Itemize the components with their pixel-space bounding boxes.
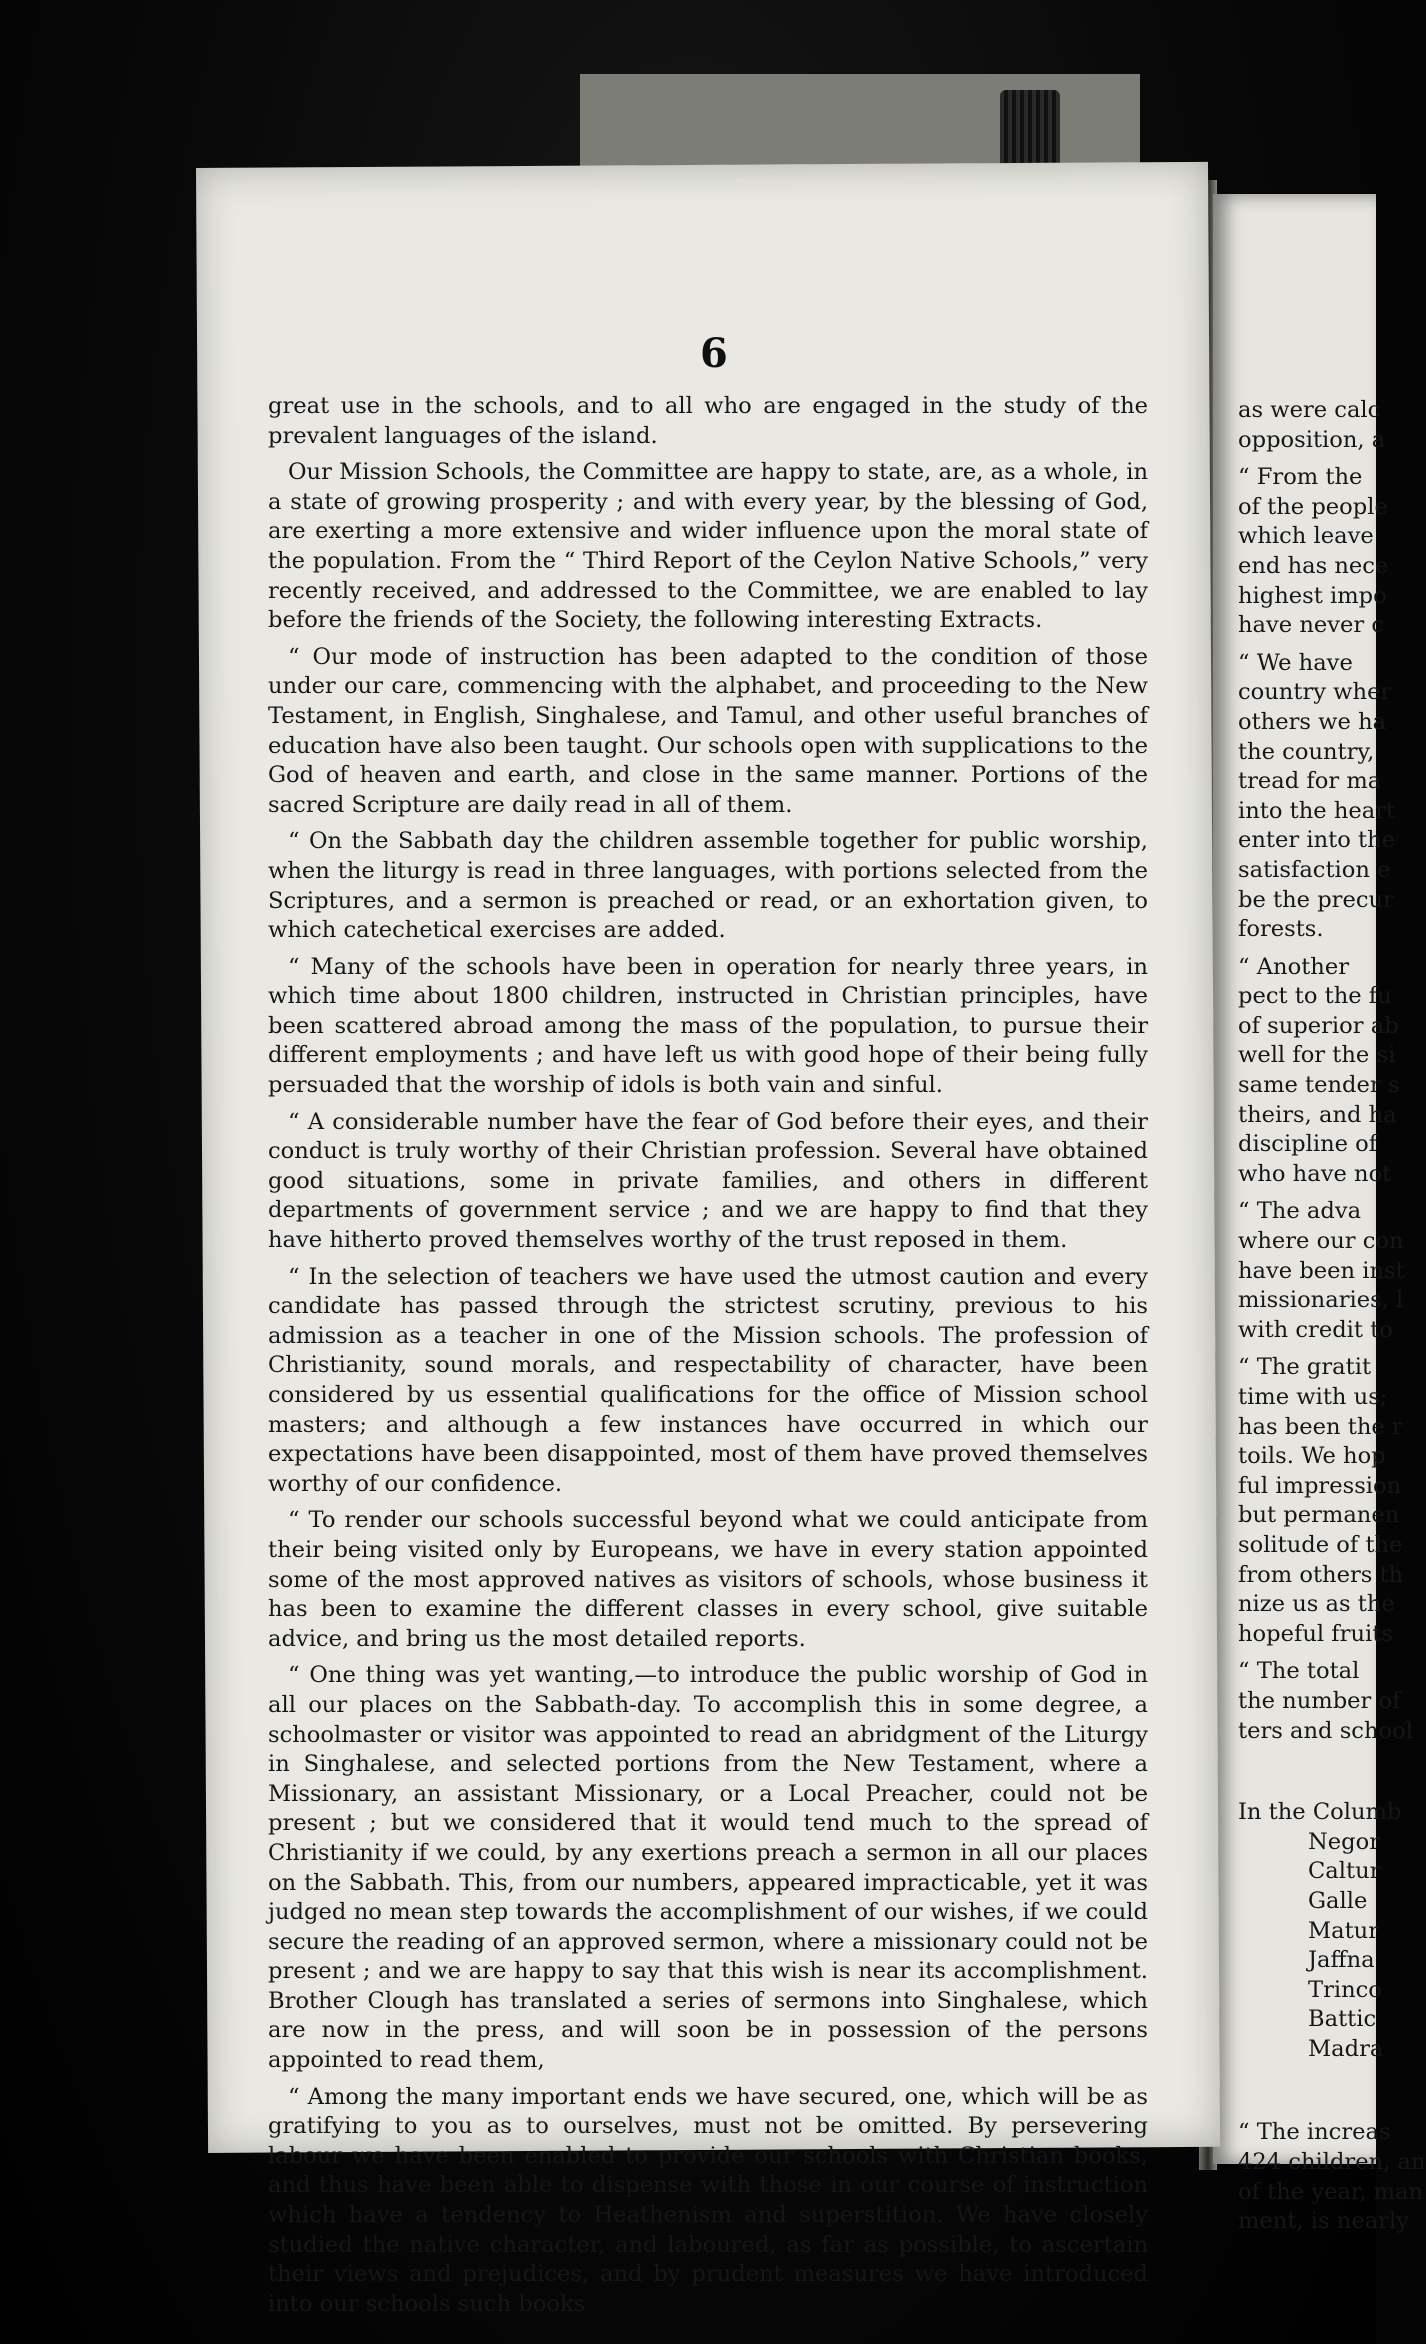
right-line: which leave bbox=[1238, 523, 1374, 550]
right-line: missionaries, l bbox=[1238, 1287, 1404, 1314]
right-line: have never c bbox=[1238, 612, 1385, 639]
right-line: who have not bbox=[1238, 1160, 1392, 1187]
right-line: same tender s bbox=[1238, 1072, 1400, 1099]
paragraph: “ Among the many important ends we have secured, one, which will be as gratifying to you as to ourselves, must not be omitted. By persevering labour we have been enabled to provide our schools with Christian books, and thus have been able to dispense with those in our course of instruction which have a tendency to Heathenism and superstition. We have closely studied the native character, and laboured, as far as possible, to ascertain their views and prejudices, and by prudent measures we have introduced into our schools such books bbox=[268, 2083, 1148, 2317]
right-line: satisfaction e bbox=[1238, 856, 1391, 883]
station-name: Madra bbox=[1308, 2035, 1384, 2062]
right-line: the country, bbox=[1238, 738, 1375, 765]
right-line: opposition, a bbox=[1238, 426, 1386, 453]
right-line: ters and school bbox=[1238, 1717, 1413, 1744]
right-line: “ The total bbox=[1238, 1658, 1360, 1685]
table-heading: In the Columb bbox=[1238, 1799, 1402, 1826]
right-line: ful impression bbox=[1238, 1472, 1402, 1499]
station-name: Negor bbox=[1308, 1828, 1381, 1855]
main-text-column bbox=[268, 392, 1148, 2326]
right-line: “ The adva bbox=[1238, 1198, 1362, 1225]
right-line: into the heart bbox=[1238, 797, 1396, 824]
station-name: Galle bbox=[1308, 1887, 1368, 1914]
paragraph: “ On the Sabbath day the children assemble together for public worship, when the liturgy is read in three languages, with portions selected from the Scriptures, and a sermon is preached or read, or an exhortation given, to which catechetical exercises are added. bbox=[268, 828, 1148, 944]
right-line: forests. bbox=[1238, 916, 1324, 943]
paragraph: “ In the selection of teachers we have used the utmost caution and every candidate has passed through the strictest scrutiny, previous to his admission as a teacher in one of the Mission schools. The profession of Christianity, sound morals, and respectability of character, have been considered by us essential qualifications for the office of Mission school masters; and although a few instances have occurred in which our expectations have been disappointed, most of them have proved themselves worthy of our confidence. bbox=[268, 1263, 1148, 1497]
station-name: Caltur bbox=[1308, 1858, 1381, 1885]
right-line: from others th bbox=[1238, 1561, 1404, 1588]
right-line: be the precur bbox=[1238, 886, 1394, 913]
station-name: Matur bbox=[1308, 1917, 1380, 1944]
right-line: discipline of bbox=[1238, 1131, 1378, 1158]
right-line: “ From the bbox=[1238, 464, 1363, 491]
page-number: 6 bbox=[700, 330, 728, 377]
right-line: solitude of the bbox=[1238, 1531, 1403, 1558]
paragraph: “ Many of the schools have been in operation for nearly three years, in which time about 1800 children, instructed in Christian principles, have been scattered abroad among the mass of the population, to pursue their different employments ; and have left us with good hope of their being fully persuaded that the worship of idols is both vain and sinful. bbox=[268, 953, 1148, 1099]
paragraph: “ One thing was yet wanting,—to introduce the public worship of God in all our places on the Sabbath-day. To accomplish this in some degree, a schoolmaster or visitor was appointed to read an abridgment of the Liturgy in Singhalese, and selected portions from the New Testament, where a Missionary, an assistant Missionary, or a Local Preacher, could not be present ; but we considered that it would tend much to the spread of Christianity if we could, by any exertions preach a sermon in all our places on the Sabbath. This, from our numbers, appeared impracticable, yet it was judged no mean step towards the accomplishment of our wishes, if we could secure the reading of an approved sermon, where a missionary could not be present ; and we are happy to say that this wish is near its accomplishment. Brother Clough has translated a series of sermons into Singhalese, which are now in the press, and will soon be in possession of the persons appointed to read them, bbox=[268, 1662, 1148, 2074]
right-line: where our con bbox=[1238, 1228, 1404, 1255]
paragraph: great use in the schools, and to all who are engaged in the study of the prevalent languages of the island. bbox=[268, 393, 1148, 449]
paragraph: Our Mission Schools, the Committee are happy to state, are, as a whole, in a state of growing prosperity ; and with every year, by the blessing of God, are exerting a more extensive and wider influence upon the moral state of the population. From the “ Third Report of the Ceylon Native Schools,” very recently received, and addressed to the Committee, we are enabled to lay before the friends of the Society, the following interesting Extracts. bbox=[268, 459, 1148, 634]
right-line: but permanen bbox=[1238, 1502, 1400, 1529]
right-line: pect to the fu bbox=[1238, 983, 1392, 1010]
right-line: of superior ab bbox=[1238, 1012, 1399, 1039]
right-line: of the people bbox=[1238, 493, 1388, 520]
right-line: have been inst bbox=[1238, 1257, 1405, 1284]
right-line: the number of bbox=[1238, 1687, 1401, 1714]
paragraph: “ A considerable number have the fear of God before their eyes, and their conduct is truly worthy of their Christian profession. Several have obtained good situations, some in private families, and others in different departments of government service ; and we are happy to find that they have hitherto proved themselves worthy of the trust reposed in them. bbox=[268, 1108, 1148, 1254]
right-line: “ We have bbox=[1238, 649, 1353, 676]
right-line: tread for ma bbox=[1238, 768, 1382, 795]
right-page-text bbox=[1238, 396, 1426, 2237]
right-line: has been the r bbox=[1238, 1413, 1403, 1440]
right-line: nize us as the bbox=[1238, 1591, 1395, 1618]
station-name: Trinco bbox=[1308, 1976, 1382, 2003]
right-line: time with us; bbox=[1238, 1384, 1388, 1410]
paragraph: “ Our mode of instruction has been adapted to the condition of those under our care, commencing with the alphabet, and proceeding to the New Testament, in English, Singhalese, and Tamul, and other useful branches of education have also been taught. Our schools open with supplications to the God of heaven and earth, and close in the same manner. Portions of the sacred Scripture are daily read in all of them. bbox=[268, 643, 1148, 818]
right-line: “ The increas bbox=[1238, 2119, 1391, 2146]
station-name: Battic bbox=[1308, 2006, 1377, 2033]
right-line: country wher bbox=[1238, 679, 1392, 706]
paragraph: “ To render our schools successful beyond what we could anticipate from their being visited only by Europeans, we have in every station appointed some of the most approved natives as visitors of schools, whose business it has been to examine the different classes in every school, give suitable advice, and bring us the most detailed reports. bbox=[268, 1507, 1148, 1652]
right-line: with credit to bbox=[1238, 1316, 1393, 1343]
right-line: “ The gratit bbox=[1238, 1354, 1372, 1381]
station-name: Jaffna bbox=[1308, 1947, 1375, 1974]
right-line: “ Another bbox=[1238, 953, 1350, 980]
right-line: end has nece bbox=[1238, 552, 1389, 579]
right-line: theirs, and ha bbox=[1238, 1101, 1397, 1128]
right-line: 424 children, an bbox=[1238, 2149, 1426, 2176]
right-line: enter into the bbox=[1238, 827, 1395, 854]
right-line: of the year, man bbox=[1238, 2178, 1424, 2205]
right-line: ment, is nearly bbox=[1238, 2208, 1409, 2235]
right-line: well for the si bbox=[1238, 1042, 1396, 1069]
right-line: toils. We hop bbox=[1238, 1443, 1386, 1470]
right-line: as were calc bbox=[1238, 397, 1381, 423]
right-line: hopeful fruits bbox=[1238, 1620, 1393, 1647]
right-line: others we ha bbox=[1238, 708, 1387, 735]
right-line: highest impo bbox=[1238, 582, 1387, 609]
